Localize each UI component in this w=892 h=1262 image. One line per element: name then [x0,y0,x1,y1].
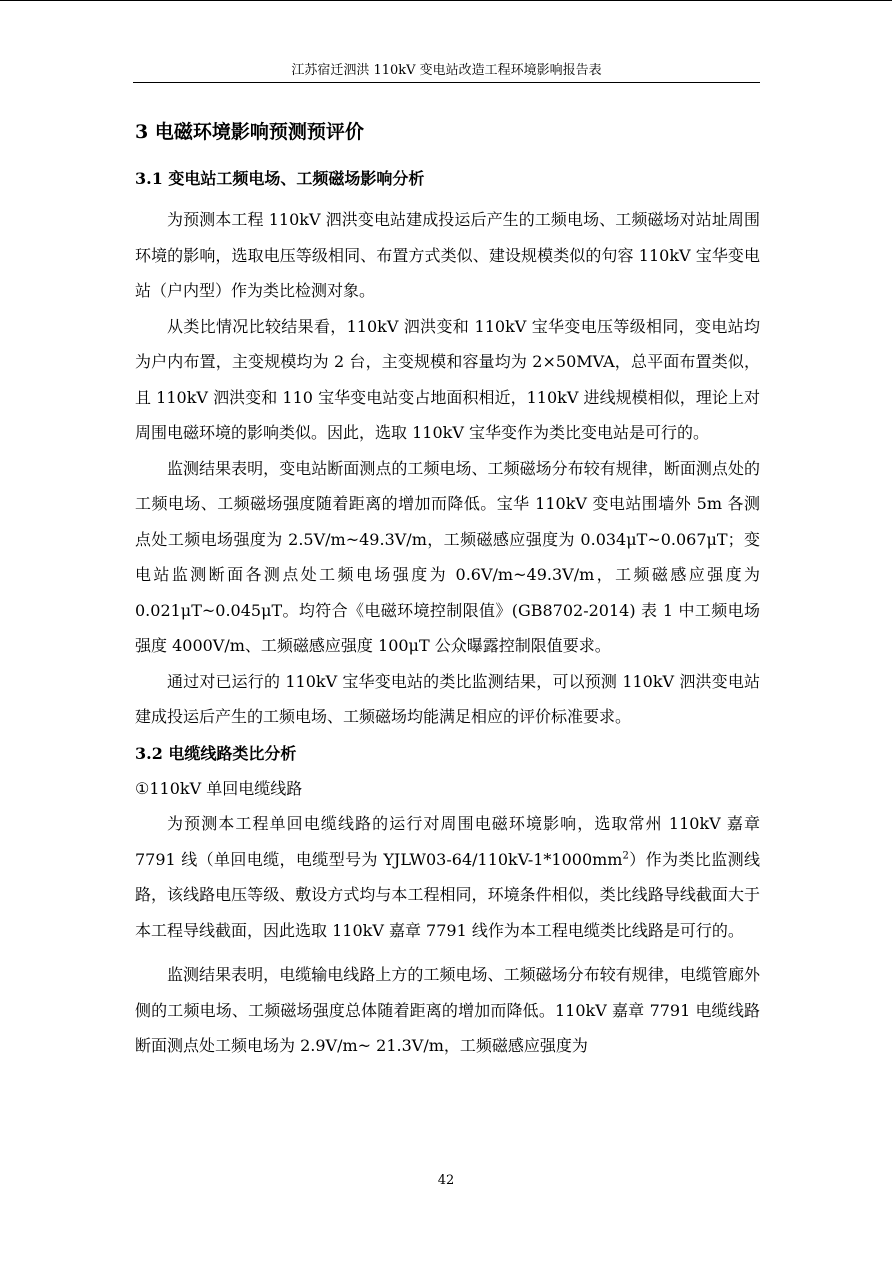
paragraph: 监测结果表明，变电站断面测点的工频电场、工频磁场分布较有规律，断面测点处的工频电场、工频磁场强度随着距离的增加而降低。宝华 110kV 变电站围墙外 5m 各测点处工频电场强度为 2.5V/m~49.3V/m，工频磁感应强度为 0.034μT~0.067μT；变电站监测断面各测点处工频电场强度为 0.6V/m~49.3V/m，工频磁感应强度为 0.021μT~0.045μT。均符合《电磁环境控制限值》(GB8702-2014) 表 1 中工频电场强度 4000V/m、工频磁感应强度 100μT 公众曝露控制限值要求。 [135,458,760,655]
paragraph [135,806,760,948]
list-item-heading: ①110kV 单回电缆线路 [135,778,303,798]
subsection-title-3-1: 3.1 变电站工频电场、工频磁场影响分析 [135,169,425,188]
paragraph: 监测结果表明，电缆输电线路上方的工频电场、工频磁场分布较有规律，电缆管廊外侧的工频电场、工频磁场强度总体随着距离的增加而降低。110kV 嘉章 7791 电缆线路断面测点处工频电场为 2.9V/m~ 21.3V/m，工频磁感应强度为 [135,965,760,1055]
paragraph: 从类比情况比较结果看，110kV 泗洪变和 110kV 宝华变电压等级相同，变电站均为户内布置，主变规模均为 2 台，主变规模和容量均为 2×50MVA，总平面布置类似，且 110kV 泗洪变和 110 宝华变电站变占地面积相近，110kV 进线规模相似，理论上对周围电磁环境的影响类似。因此，选取 110kV 宝华变作为类比变电站是可行的。 [135,316,760,442]
section-title: 3 电磁环境影响预测预评价 [135,121,364,143]
superscript: 2 [622,850,629,862]
paragraph: 通过对已运行的 110kV 宝华变电站的类比监测结果，可以预测 110kV 泗洪变电站建成投运后产生的工频电场、工频磁场均能满足相应的评价标准要求。 [135,671,760,726]
paragraph: 为预测本工程 110kV 泗洪变电站建成投运后产生的工频电场、工频磁场对站址周围环境的影响，选取电压等级相同、布置方式类似、建设规模类似的句容 110kV 宝华变电站（户内型）作为类比检测对象。 [135,210,760,300]
page-body [135,116,760,1064]
subsection-title-3-2: 3.2 电缆线路类比分析 [135,743,297,763]
running-header: 江苏宿迁泗洪 110kV 变电站改造工程环境影响报告表 [291,63,602,78]
paragraph-text: 为预测本工程单回电缆线路的运行对周围电磁环境影响，选取常州 110kV 嘉章 7791 线（单回电缆，电缆型号为 YJLW03-64/110kV-1*1000mm [135,814,760,869]
paragraph-text: ）作为类比监测线路，该线路电压等级、敷设方式均与本工程相同，环境条件相似，类比线路导线截面大于本工程导线截面，因此选取 110kV 嘉章 7791 线作为本工程电缆类比线路是可行的。 [135,849,760,940]
top-border-line [0,0,892,1]
header-rule [133,82,760,83]
page-number: 42 [437,1173,455,1188]
